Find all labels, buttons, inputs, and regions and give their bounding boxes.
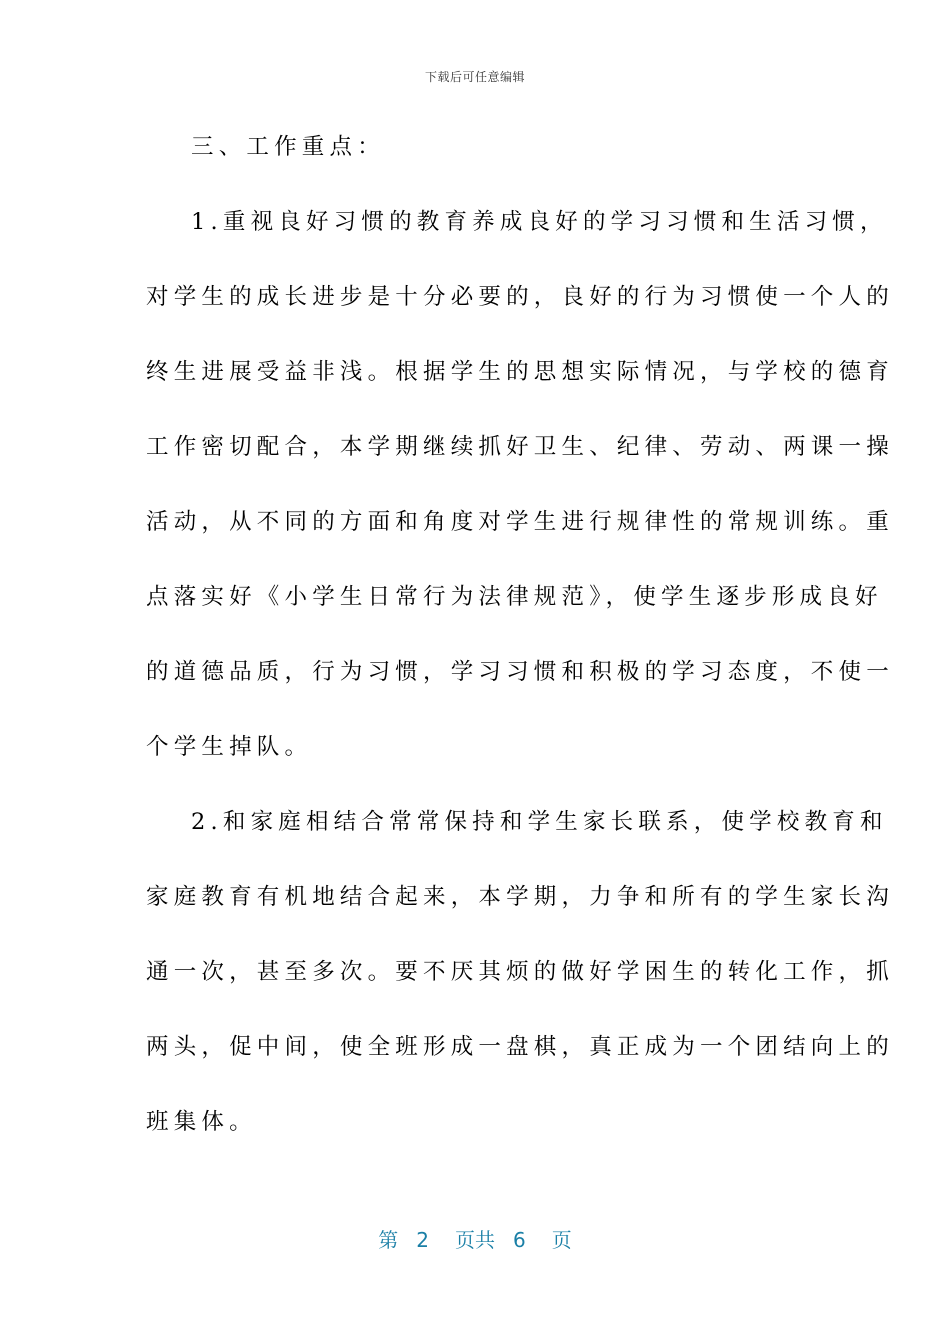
paragraph-line: 个学生掉队。 (146, 734, 313, 760)
document-body (146, 122, 894, 1172)
page-number: 2 (416, 1228, 429, 1252)
paragraph-line: 班集体。 (146, 1109, 257, 1135)
page-label-suffix: 页 (551, 1228, 572, 1252)
paragraph-line: 对学生的成长进步是十分必要的，良好的行为习惯使一个人的 (146, 284, 894, 310)
paragraph-line: 2.和家庭相结合常常保持和学生家长联系，使学校教育和 (191, 809, 888, 835)
paragraph-line: 1.重视良好习惯的教育养成良好的学习习惯和生活习惯， (191, 209, 888, 235)
header-note: 下载后可任意编辑 (424, 70, 525, 84)
page-label-prefix: 第 (378, 1228, 399, 1252)
paragraph-line: 两头，促中间，使全班形成一盘棋，真正成为一个团结向上的 (146, 1034, 894, 1060)
paragraph-line: 通一次，甚至多次。要不厌其烦的做好学困生的转化工作，抓 (146, 959, 894, 985)
section-heading: 三、工作重点： (191, 134, 385, 160)
paragraph-line: 工作密切配合，本学期继续抓好卫生、纪律、劳动、两课一操 (146, 434, 894, 460)
page-label-middle: 页共 (455, 1228, 495, 1252)
page-total: 6 (513, 1228, 526, 1252)
paragraph-line: 终生进展受益非浅。根据学生的思想实际情况，与学校的德育 (146, 359, 894, 385)
paragraph-line: 家庭教育有机地结合起来，本学期，力争和所有的学生家长沟 (146, 884, 894, 910)
paragraph-line: 活动，从不同的方面和角度对学生进行规律性的常规训练。重 (146, 509, 894, 535)
paragraph-line: 点落实好《小学生日常行为法律规范》，使学生逐步形成良好 (146, 584, 883, 610)
page-footer (0, 1224, 950, 1253)
paragraph-line: 的道德品质，行为习惯，学习习惯和积极的学习态度，不使一 (146, 659, 894, 685)
